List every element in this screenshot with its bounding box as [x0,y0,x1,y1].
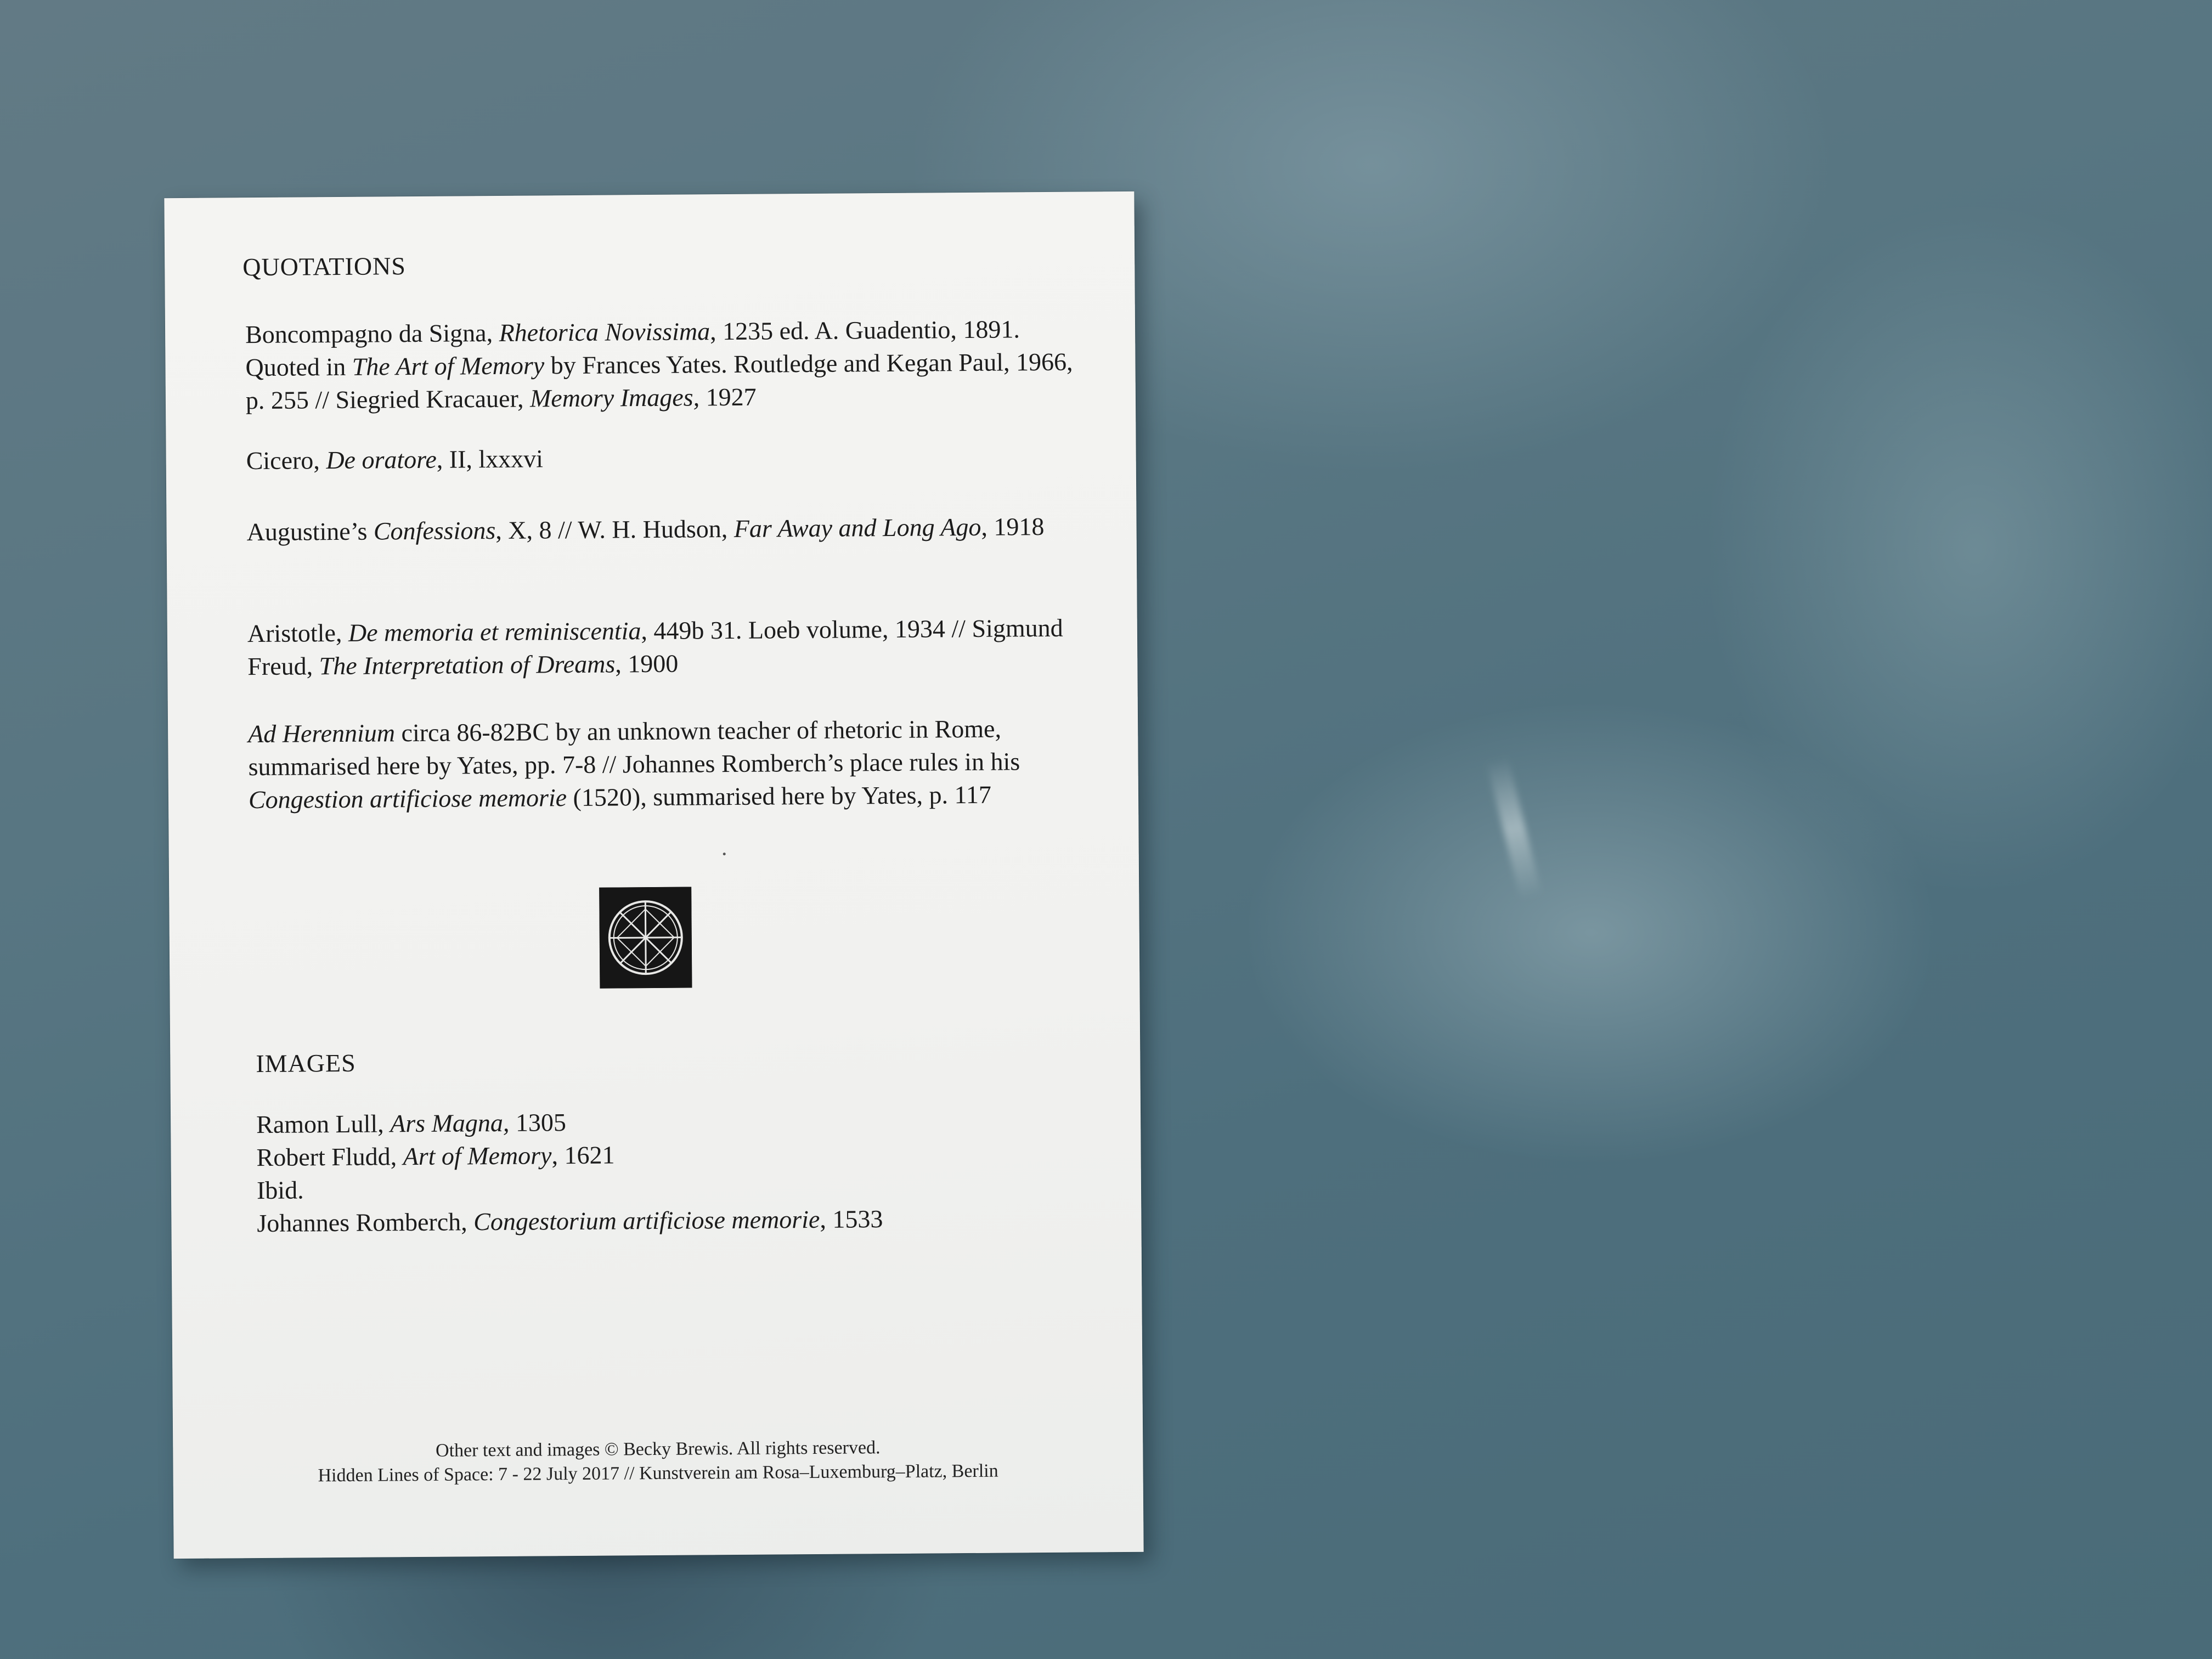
footer [173,1434,1143,1489]
images-heading: IMAGES [256,1048,356,1078]
print-speck [723,853,726,855]
surface-highlight [1486,757,1542,900]
list-item: Ramon Lull, Ars Magna, 1305 [256,1108,567,1139]
printed-card [164,191,1143,1559]
circle-cross-emblem-icon [599,887,692,989]
quotation-entry: Augustine’s Confessions, X, 8 // W. H. Hudson, Far Away and Long Ago, 1918 [246,512,1045,546]
quotation-entry: Cicero, De oratore, II, lxxxvi [246,444,544,475]
list-item: Johannes Romberch, Congestorium artificiose memorie, 1533 [257,1205,883,1238]
quotation-entry: Aristotle, De memoria et reminiscentia, 449b 31. Loeb volume, 1934 // Sigmund Freud, The Interpretation of Dreams, 1900 [247,613,1063,681]
list-item: Ibid. [256,1176,304,1205]
images-list [256,1104,883,1240]
copyright-line: Other text and images © Becky Brewis. All rights reserved. [435,1437,881,1461]
list-item: Robert Fludd, Art of Memory, 1621 [256,1141,615,1172]
quotation-entry: Ad Herennium circa 86-82BC by an unknown teacher of rhetoric in Rome, summarised here by Yates, pp. 7-8 // Johannes Romberch’s place rules in his Congestion artificiose memorie (1520), summarised here by Yates, p. 117 [248,714,1020,814]
exhibition-line: Hidden Lines of Space: 7 - 22 July 2017 // Kunstverein am Rosa–Luxemburg–Platz, Berlin [318,1460,998,1486]
quotation-entry: Boncompagno da Signa, Rhetorica Novissima, 1235 ed. A. Guadentio, 1891. Quoted in The Art of Memory by Frances Yates. Routledge and Kegan Paul, 1966, p. 255 // Siegried Kracauer, Memory Images, 1927 [245,315,1073,415]
quotations-heading: QUOTATIONS [242,252,407,281]
